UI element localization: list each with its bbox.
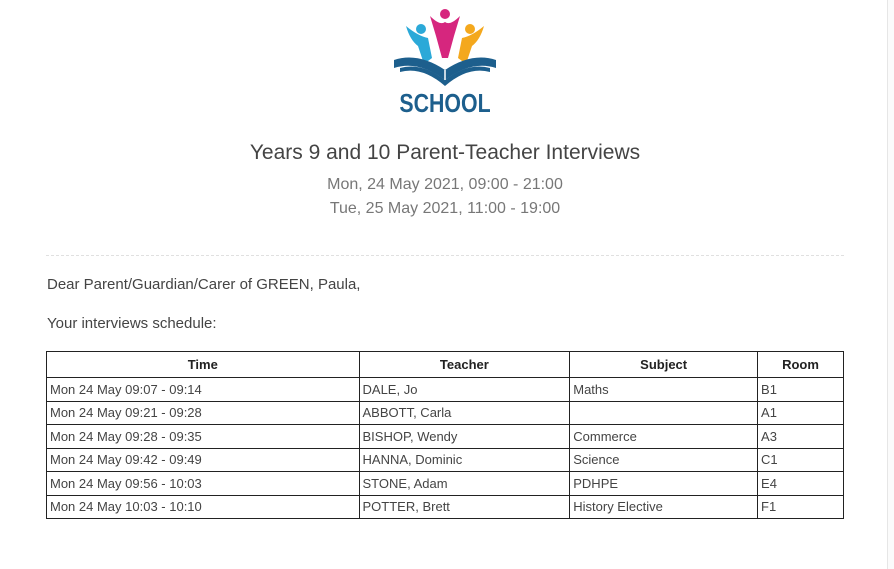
logo-figures-icon	[388, 8, 502, 92]
cell-teacher: POTTER, Brett	[359, 495, 570, 519]
cell-time: Mon 24 May 09:21 - 09:28	[47, 401, 360, 425]
window-edge	[887, 0, 894, 569]
cell-time: Mon 24 May 09:42 - 09:49	[47, 448, 360, 472]
table-row	[47, 401, 844, 425]
schedule-intro: Your interviews schedule:	[47, 315, 217, 332]
column-header-teacher: Teacher	[359, 352, 570, 378]
table-row	[47, 472, 844, 496]
cell-time: Mon 24 May 09:28 - 09:35	[47, 425, 360, 449]
column-header-room: Room	[758, 352, 844, 378]
cell-subject: History Elective	[570, 495, 758, 519]
cell-time: Mon 24 May 10:03 - 10:10	[47, 495, 360, 519]
event-date-2: Tue, 25 May 2021, 11:00 - 19:00	[329, 200, 561, 217]
cell-subject	[570, 401, 758, 425]
cell-room: B1	[758, 378, 844, 402]
cell-teacher: BISHOP, Wendy	[359, 425, 570, 449]
cell-teacher: ABBOTT, Carla	[359, 401, 570, 425]
table-row	[47, 425, 844, 449]
school-logo	[388, 8, 502, 120]
cell-room: F1	[758, 495, 844, 519]
cell-teacher: HANNA, Dominic	[359, 448, 570, 472]
cell-time: Mon 24 May 09:56 - 10:03	[47, 472, 360, 496]
greeting-text: Dear Parent/Guardian/Carer of GREEN, Paula,	[47, 276, 361, 293]
column-header-time: Time	[47, 352, 360, 378]
table-header-row	[47, 352, 844, 378]
cell-subject: PDHPE	[570, 472, 758, 496]
column-header-subject: Subject	[570, 352, 758, 378]
cell-teacher: DALE, Jo	[359, 378, 570, 402]
table-row	[47, 495, 844, 519]
cell-room: A1	[758, 401, 844, 425]
cell-room: E4	[758, 472, 844, 496]
table-row	[47, 448, 844, 472]
event-date-1: Mon, 24 May 2021, 09:00 - 21:00	[327, 176, 563, 193]
cell-subject: Science	[570, 448, 758, 472]
cell-subject: Maths	[570, 378, 758, 402]
page-title: Years 9 and 10 Parent-Teacher Interviews	[249, 141, 641, 164]
cell-subject: Commerce	[570, 425, 758, 449]
table-row	[47, 378, 844, 402]
cell-room: A3	[758, 425, 844, 449]
divider	[46, 255, 844, 256]
interview-schedule-table	[46, 351, 844, 519]
cell-teacher: STONE, Adam	[359, 472, 570, 496]
logo-text: SCHOOL	[399, 88, 491, 118]
cell-room: C1	[758, 448, 844, 472]
cell-time: Mon 24 May 09:07 - 09:14	[47, 378, 360, 402]
